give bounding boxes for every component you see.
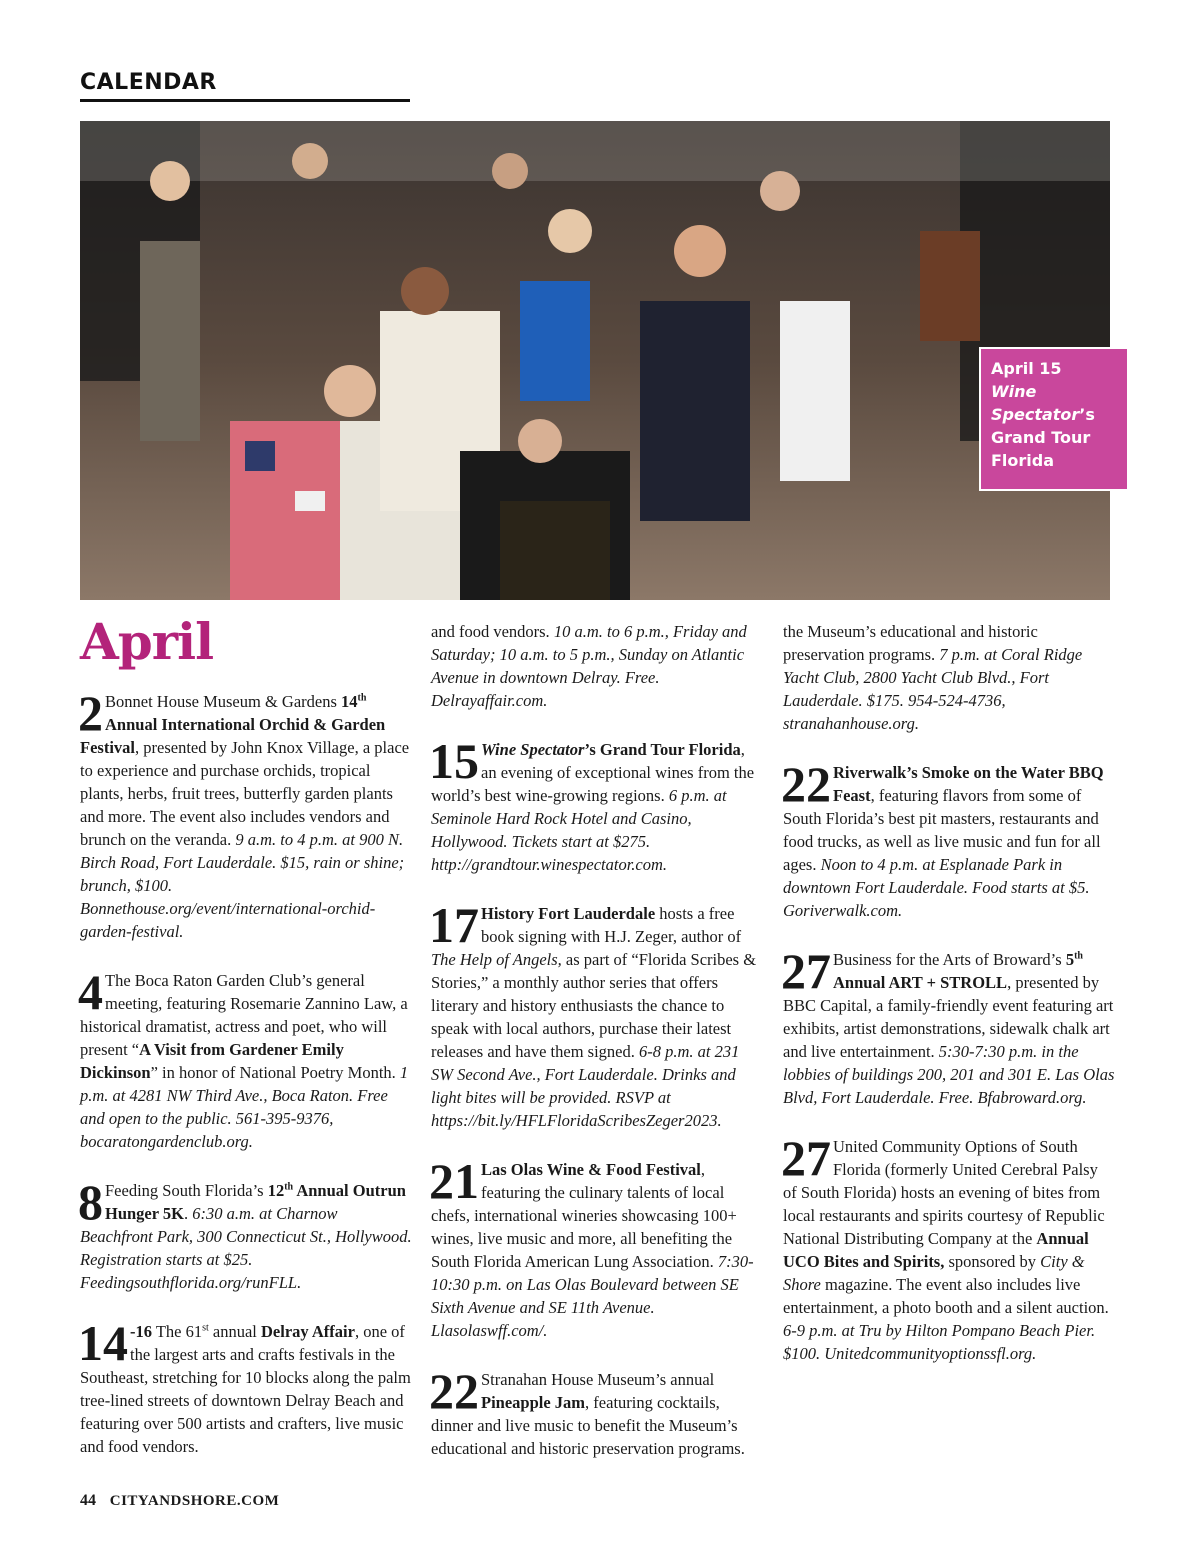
column-2 (429, 620, 763, 1458)
site-url: CITYANDSHORE.COM (109, 1493, 280, 1509)
calendar-entry: 15 Wine Spectator’s Grand Tour Florida, an evening of exceptional wines from the world’s best wine-growing regions. 6 p.m. at Seminole Hard Rock Hotel and Casino, Hollywood. Tickets start at $275. http://grandtour.winespectator.com. (429, 733, 755, 874)
calendar-entry: 22 Riverwalk’s Smoke on the Water BBQ Feast, featuring flavors from some of South Florida’s best pit masters, restaurants and food trucks, as well as live music and fun for all ages. Noon to 4 p.m. at Esplanade Park in downtown Fort Lauderdale. Food starts at $5. Goriverwalk.com. (781, 756, 1104, 920)
column-1 (78, 685, 412, 1456)
caption-line: Wine (991, 382, 1037, 401)
calendar-entry: 21 Las Olas Wine & Food Festival, featuring the culinary talents of local chefs, international wineries showcasing 100+ wines, live music and more, all benefiting the South Florida American Lung Association. 7:30-10:30 p.m. on Las Olas Boulevard between SE Sixth Avenue and SE 11th Avenue. Llasolaswff.com/. (429, 1153, 754, 1340)
calendar-entry: 4 The Boca Raton Garden Club’s general meeting, featuring Rosemarie Zannino Law, a historical dramatist, actress and poet, who will present “A Visit from Gardener Emily Dickinson” in honor of National Poetry Month. 1 p.m. at 4281 NW Third Ave., Boca Raton. Free and open to the public. 561-395-9376, bocaratongardenclub.org. (78, 964, 409, 1151)
event-photo (80, 121, 1110, 600)
caption-line: Grand Tour (991, 428, 1091, 447)
caption-date: April 15 (991, 359, 1062, 378)
calendar-entry: 2 Bonnet House Museum & Gardens 14th Annual International Orchid & Garden Festival, presented by John Knox Village, a place to experience and purchase orchids, tropical plants, herbs, fruit trees, butterfly garden plants and more. The event also includes vendors and brunch on the veranda. 9 a.m. to 4 p.m. at 900 N. Birch Road, Fort Lauderdale. $15, rain or shine; brunch, $100. Bonnethouse.org/event/international-orchid-garden-festival. (78, 685, 410, 941)
calendar-entry: 14 -16 The 61st annual Delray Affair, one of the largest arts and crafts festivals in the Southeast, stretching for 10 blocks along the palm tree-lined streets of downtown Delray Beach and featuring over 500 artists and crafters, live music and food vendors. (78, 1315, 411, 1456)
caption-line: Spectator’s (991, 405, 1095, 424)
calendar-entry: 22 Stranahan House Museum’s annual Pineapple Jam, featuring cocktails, dinner and live music to benefit the Museum’s educational and historic preservation programs. (429, 1363, 745, 1458)
column-3 (783, 620, 1115, 1365)
caption-line: Florida (991, 451, 1055, 470)
calendar-entry-continued: and food vendors. 10 a.m. to 6 p.m., Friday and Saturday; 10 a.m. to 5 p.m., Sunday on Atlantic Avenue in downtown Delray. Free. Delrayaffair.com. (431, 622, 747, 710)
calendar-entry: 8 Feeding South Florida’s 12th Annual Outrun Hunger 5K. 6:30 a.m. at Charnow Beachfront Park, 300 Connecticut St., Hollywood. Registration starts at $25. Feedingsouthflorida.org/runFLL. (78, 1174, 412, 1292)
section-title: CALENDAR (80, 70, 217, 95)
calendar-entry: 17 History Fort Lauderdale hosts a free book signing with H.J. Zeger, author of The Help of Angels, as part of “Florida Scribes & Stories,” a monthly author series that offers literary and history enthusiasts the chance to speak with local authors, purchase their latest releases and have them signed. 6-8 p.m. at 231 SW Second Ave., Fort Lauderdale. Drinks and light bites will be provided. RSVP at https://bit.ly/HFLFloridaScribesZeger2023. (429, 897, 757, 1130)
page-number: 44 (80, 1492, 96, 1509)
calendar-entry: 27 Business for the Arts of Broward’s 5th Annual ART + STROLL, presented by BBC Capital, a family-friendly event featuring art exhibits, artist demonstrations, sidewalk chalk art and live entertainment. 5:30-7:30 p.m. in the lobbies of buildings 200, 201 and 301 E. Las Olas Blvd, Fort Lauderdale. Free. Bfabroward.org. (781, 943, 1115, 1107)
wine-tasting-crowd-image (80, 121, 1110, 600)
month-heading: April (80, 612, 214, 671)
photo-caption-badge (979, 347, 1129, 491)
page-footer (80, 1492, 279, 1510)
calendar-entry-continued: the Museum’s educational and historic preservation programs. 7 p.m. at Coral Ridge Yacht Club, 2800 Yacht Club Blvd., Fort Lauderdale. $175. 954-524-4736, stranahanhouse.org. (783, 622, 1083, 733)
section-header (80, 70, 410, 102)
calendar-entry: 27 United Community Options of South Florida (formerly United Cerebral Palsy of South Florida) hosts an evening of bites from local restaurants and spirits courtesy of Republic National Distributing Company at the Annual UCO Bites and Spirits, sponsored by City & Shore magazine. The event also includes live entertainment, a photo booth and a silent auction. 6-9 p.m. at Tru by Hilton Pompano Beach Pier. $100. Unitedcommunityoptionssfl.org. (781, 1130, 1109, 1363)
